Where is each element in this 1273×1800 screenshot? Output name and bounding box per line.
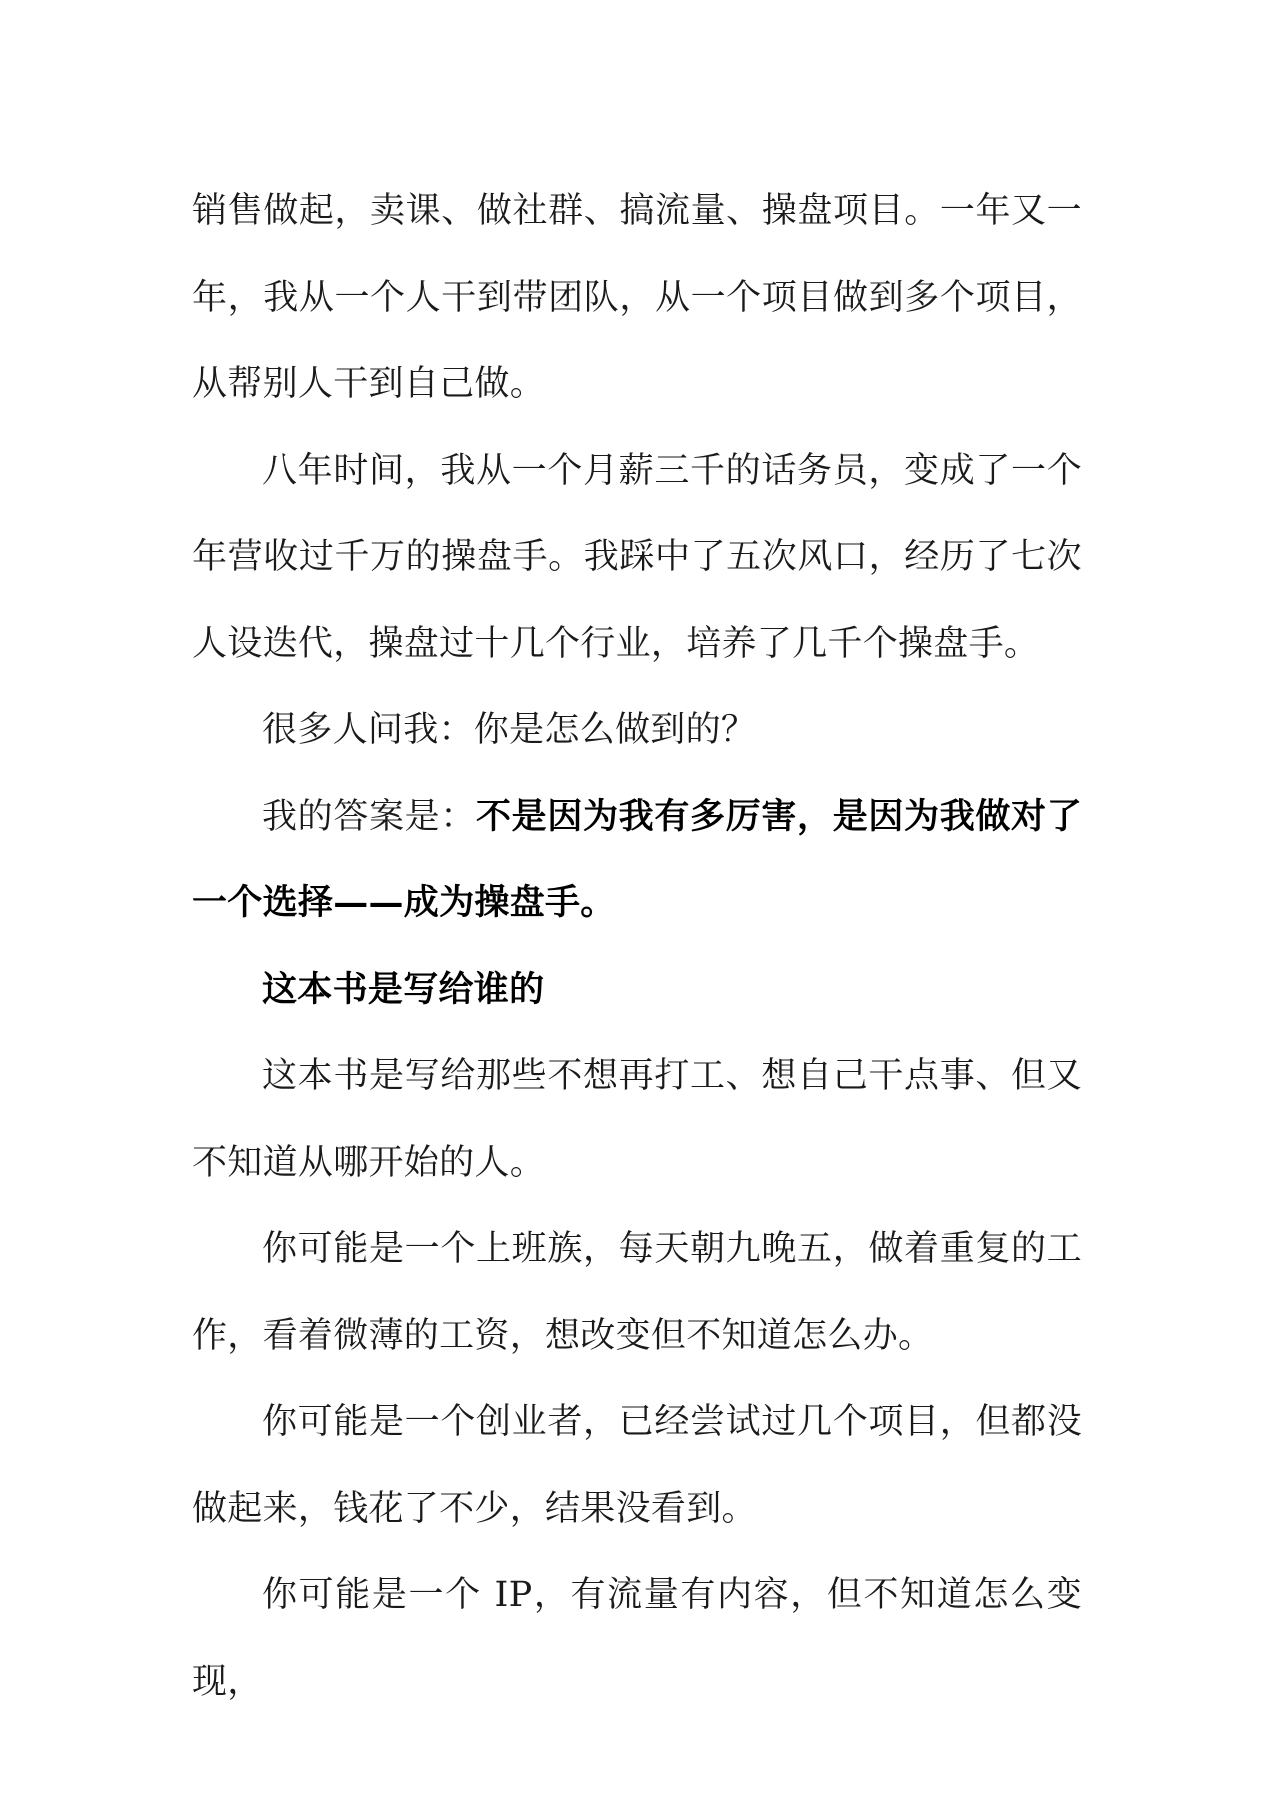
section-heading: 这本书是写给谁的	[262, 968, 545, 1010]
paragraph-question: 很多人问我：你是怎么做到的？	[262, 710, 757, 750]
paragraph-audience: 这本书是写给那些不想再打工、想自己干点事、但又不知道从哪开始的人。	[192, 1056, 1082, 1183]
answer-prefix: 我的答案是：	[262, 796, 477, 837]
paragraph-career-history: 销售做起，卖课、做社群、搞流量、操盘项目。一年又一年，我从一个人干到带团队，从一个项目做到多个项目，从帮别人干到自己做。	[192, 191, 1082, 404]
paragraph-office-worker: 你可能是一个上班族，每天朝九晚五，做着重复的工作，看着微薄的工资，想改变但不知道怎么办。	[192, 1229, 1082, 1356]
paragraph-answer	[192, 774, 1082, 947]
paragraph-eight-years: 八年时间，我从一个月薪三千的话务员，变成了一个年营收过千万的操盘手。我踩中了五次风口，经历了七次人设迭代，操盘过十几个行业，培养了几千个操盘手。	[192, 450, 1082, 664]
paragraph-entrepreneur: 你可能是一个创业者，已经尝试过几个项目，但都没做起来，钱花了不少，结果没看到。	[192, 1402, 1082, 1529]
paragraph-ip: 你可能是一个 IP，有流量有内容，但不知道怎么变现，	[192, 1575, 1082, 1702]
body-text	[192, 168, 1082, 1725]
answer-bold-statement: 不是因为我有多厉害，是因为我做对了一个选择——成为操盘手。	[192, 795, 1082, 923]
